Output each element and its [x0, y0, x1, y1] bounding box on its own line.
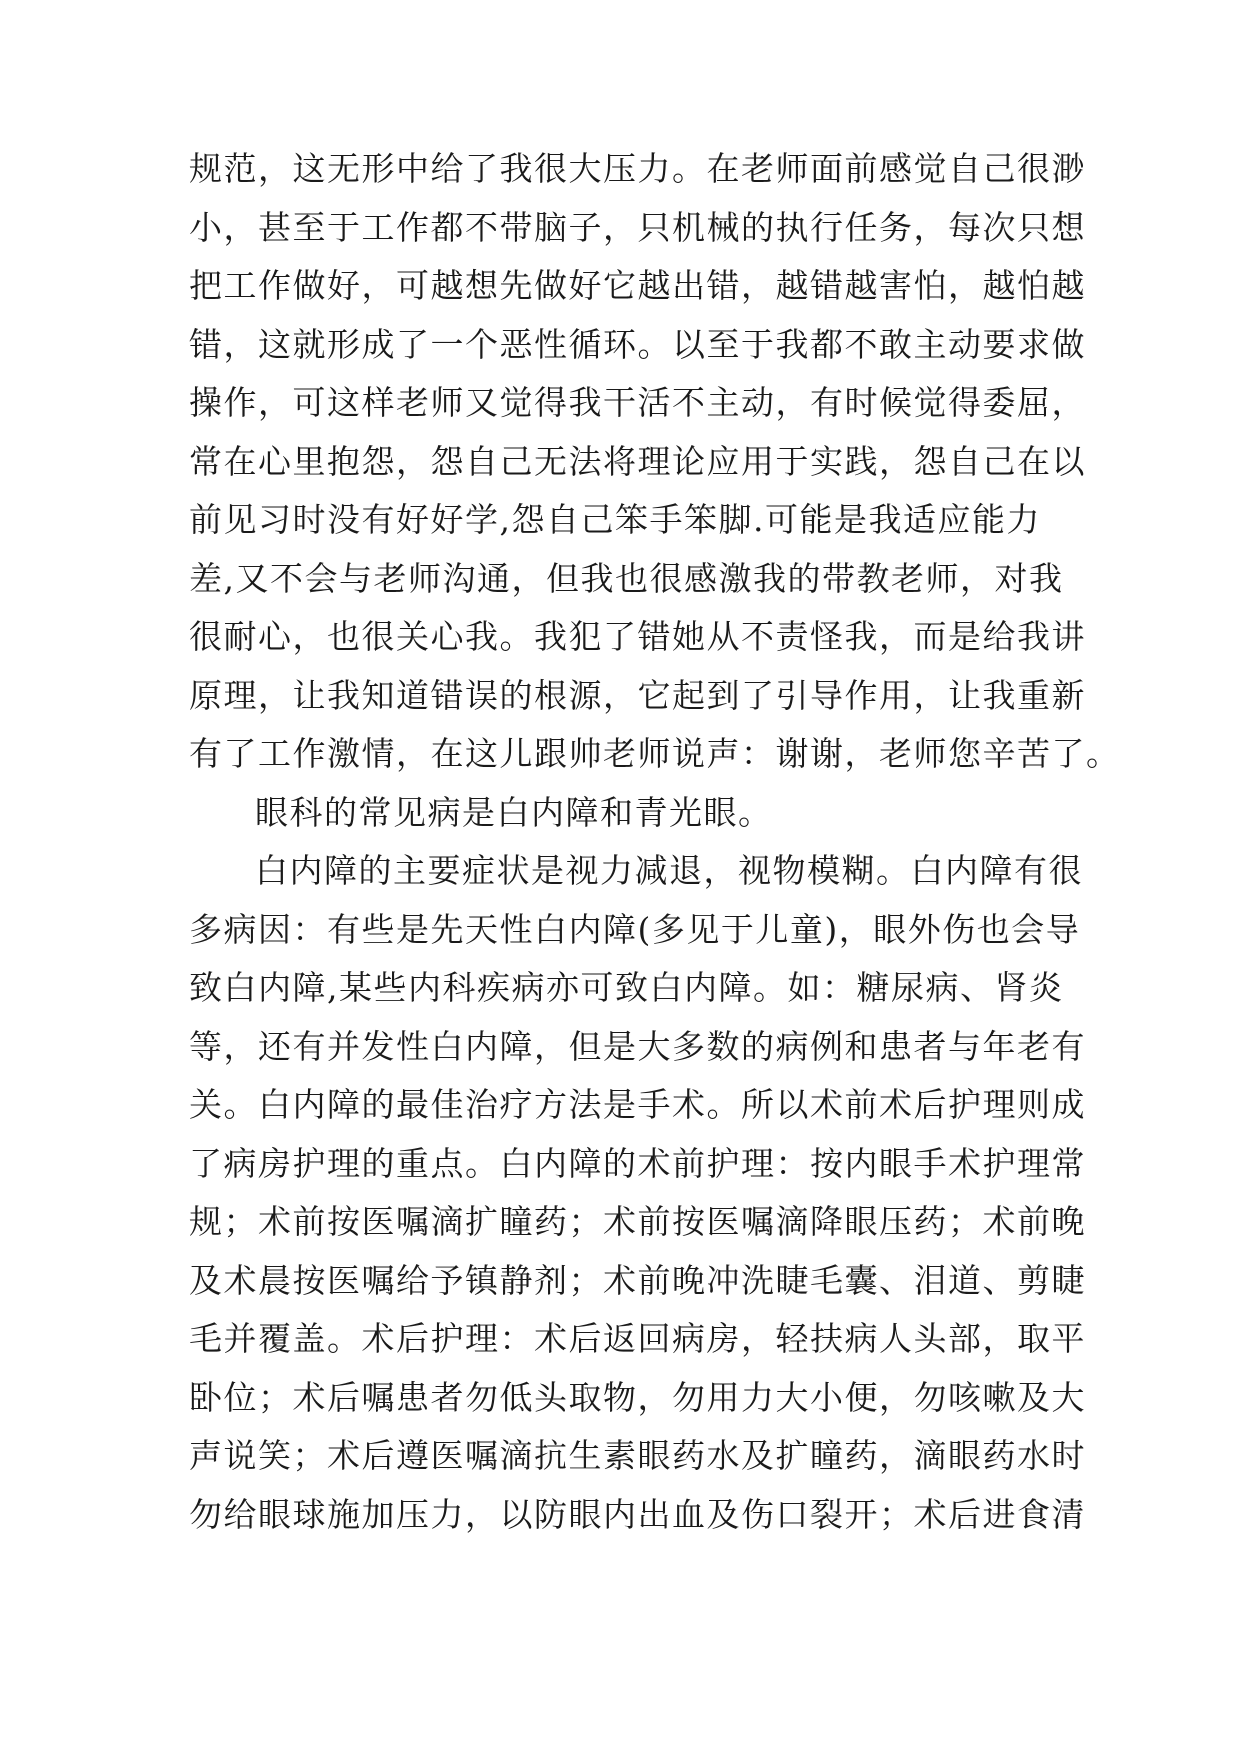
text-line: 毛并覆盖。术后护理：术后返回病房，轻扶病人头部，取平 [189, 1319, 1086, 1358]
text-line: 致白内障,某些内科疾病亦可致白内障。如：糖尿病、肾炎 [189, 968, 1064, 1007]
text-line: 差,又不会与老师沟通，但我也很感激我的带教老师，对我 [189, 558, 1064, 598]
text-line: 原理，让我知道错误的根源，它起到了引导作用，让我重新 [189, 675, 1086, 715]
text-line: 关。白内障的最佳治疗方法是手术。所以术前术后护理则成 [189, 1085, 1086, 1124]
text-line: 多病因：有些是先天性白内障(多见于儿童)，眼外伤也会导 [189, 909, 1081, 949]
text-line: 白内障的主要症状是视力减退，视物模糊。白内障有很 [255, 851, 1083, 890]
text-line: 操作，可这样老师又觉得我干活不主动，有时候觉得委屈， [189, 383, 1086, 422]
text-line: 声说笑；术后遵医嘱滴抗生素眼药水及扩瞳药，滴眼药水时 [189, 1436, 1086, 1475]
text-line: 错，这就形成了一个恶性循环。以至于我都不敢主动要求做 [189, 324, 1086, 364]
text-line: 及术晨按医嘱给予镇静剂；术前晚冲洗睫毛囊、泪道、剪睫 [189, 1260, 1086, 1300]
paragraph-common-eye-diseases [189, 784, 1059, 843]
text-line: 很耐心，也很关心我。我犯了错她从不责怪我，而是给我讲 [189, 617, 1086, 656]
text-line: 了病房护理的重点。白内障的术前护理：按内眼手术护理常 [189, 1143, 1086, 1183]
text-line: 卧位；术后嘱患者勿低头取物，勿用力大小便，勿咳嗽及大 [189, 1377, 1086, 1417]
text-line: 规范，这无形中给了我很大压力。在老师面前感觉自己很渺 [189, 149, 1086, 188]
text-line: 勿给眼球施加压力，以防眼内出血及伤口裂开；术后进食清 [189, 1494, 1086, 1534]
document-body [189, 140, 1121, 1544]
text-line: 眼科的常见病是白内障和青光眼。 [255, 792, 773, 832]
text-line: 小，甚至于工作都不带脑子，只机械的执行任务，每次只想 [189, 207, 1086, 247]
text-line: 把工作做好，可越想先做好它越出错，越错越害怕，越怕越 [189, 266, 1086, 305]
text-line: 规；术前按医嘱滴扩瞳药；术前按医嘱滴降眼压药；术前晚 [189, 1202, 1086, 1241]
text-line: 常在心里抱怨，怨自己无法将理论应用于实践，怨自己在以 [189, 441, 1086, 481]
text-line: 前见习时没有好好学,怨自己笨手笨脚.可能是我适应能力 [189, 500, 1041, 539]
paragraph-internship-reflection [189, 140, 1121, 784]
paragraph-cataract [189, 842, 1086, 1544]
text-line: 等，还有并发性白内障，但是大多数的病例和患者与年老有 [189, 1026, 1086, 1066]
text-line: 有了工作激情，在这儿跟帅老师说声：谢谢，老师您辛苦了。 [189, 734, 1121, 773]
